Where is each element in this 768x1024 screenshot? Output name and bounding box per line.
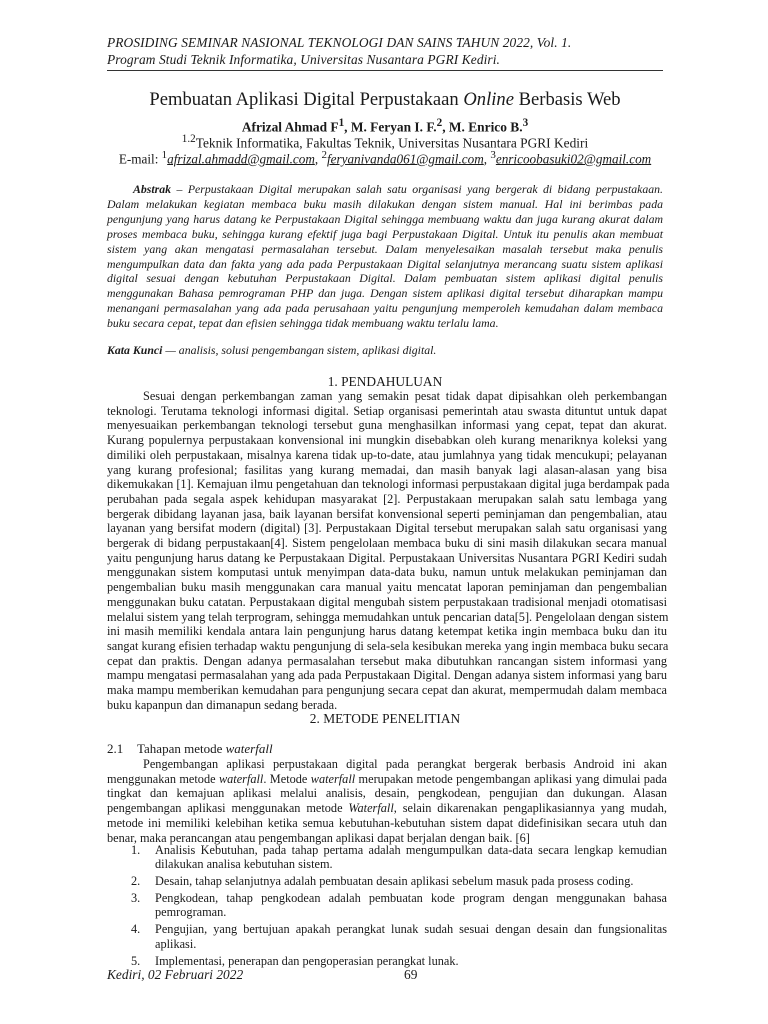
email-2-sup: 2 (321, 149, 327, 161)
subsection-italic: waterfall (225, 741, 273, 756)
paper-title (107, 89, 663, 111)
list-item-text: Desain, tahap selanjutnya adalah pembuatan desain aplikasi sebelum masuk pada prosess coding. (155, 874, 634, 889)
keywords-dash: — (162, 343, 179, 357)
email-link-2[interactable]: feryanivanda061@gmail.com (326, 151, 484, 167)
section-1-line: perubahan pada segala aspek kehidupan masyarakat [2]. Perpustakaan merupakan salah satu lembaga yang (107, 491, 667, 506)
email-sep-2: , (483, 151, 491, 167)
list-item-text: Pengujian, yang bertujuan apakah perangkat lunak sudah sesuai dengan desain dan fungsionalitas aplikasi. (155, 922, 667, 951)
italic-term: waterfall (310, 771, 356, 786)
section-1-line: layanan yang bersifat modern (digital) [3]. Perpustakaan Digital tersebut merupakan salah satu organisasi yang (107, 521, 667, 536)
list-item (131, 891, 667, 919)
waterfall-steps-list (131, 843, 667, 971)
section-1-line: pengembalian buku masih menggunakan cara manual yaitu mencatat laporan peminjaman dan pengembalian (107, 580, 667, 595)
text-run: benar, maka perancangan atau pengembangan aplikasi dapat berjalan dengan baik. [6] (107, 830, 530, 845)
section-1-line: buku kapanpun dan dimanapun sedang berada. (107, 697, 338, 712)
list-item-number: 5. (131, 953, 141, 968)
text-run: tingkat dan kemajuan aplikasi melalui analisis, desain, pengkodean, pengujian dan dukungan. Alasan (107, 786, 667, 801)
abstract-dash: – (171, 182, 188, 196)
section-1-heading: 1. PENDAHULUAN (327, 374, 443, 389)
section-1-line: dikemukakan [1]. Kemajuan ilmu pengetahuan dan teknologi informasi perpustakaan digital juga berdampak pada (107, 477, 670, 492)
list-item (131, 843, 667, 871)
section-1-line: maka mampu memberikan kemudahan para pengunjung secara cepat dan akurat, mempermudah dalam membaca (107, 683, 667, 698)
author-3-sup: 3 (522, 117, 529, 129)
section-2-line (107, 757, 667, 772)
section-1-line: mampu mengatasi permasalahan yang ada pada Perpustakaan Digital. Dengan adanya sistem informasi yang baru (107, 668, 667, 683)
header-divider (107, 70, 663, 71)
section-1-line: dimiliki oleh perpustakaan, misalnya karena tidak up-to-date, atau jumlahnya yang tidak mencukupi; pelayanan (107, 447, 667, 462)
text-run: pengembangan aplikasi menggunakan metode (107, 801, 349, 816)
section-1-line: ini masih memiliki kendala antara lain pengunjung harus datang ketempat ketika ingin membaca buku dan itu (107, 624, 667, 639)
title-italic: Online (463, 89, 514, 110)
title-part1: Pembuatan Aplikasi Digital Perpustakaan (149, 89, 464, 110)
section-2-paragraph (107, 757, 667, 845)
email-label: E-mail: (118, 151, 162, 167)
page-number: 69 (404, 967, 418, 982)
section-2-line (107, 816, 667, 831)
section-1-line: teknologi. Terutama teknologi informasi digital. Setiap organisasi pemerintah atau swasta dituntut untuk dapat (107, 403, 667, 418)
section-2-line (107, 801, 667, 816)
section-1-line: yaitu pengunjung harus datang ke Perpustakaan Digital. Perpustakaan Universitas Nusantara PGRI Kediri sudah (107, 550, 667, 565)
abstract-label: Abstrak (133, 182, 172, 196)
italic-term: waterfall (218, 771, 264, 786)
subsection-2-1-heading (107, 741, 273, 757)
text-run: metode ini memiliki kelebihan ketika semua kebutuhan-kebutuhan sistem dapat didefinisikan secara utuh dan (107, 815, 667, 830)
list-item (131, 922, 667, 950)
keywords (107, 343, 663, 358)
list-item-number: 1. (131, 843, 141, 857)
section-1-line: menggunakan sistem komputasi untuk menyimpan data-data buku, namun untuk melakukan peminjaman dan (107, 565, 667, 580)
section-1-line: menggunakan buku catatan. Perpustakaan digital mengubah sistem perpustakaan tradisional menjadi otomatisasi (107, 594, 667, 609)
section-1-line: cepat dan praktis. Dengan adanya permasalahan tersebut maka dibutuhkan rancangan sistem informasi yang (107, 653, 667, 668)
section-1-line: yang kurang profesional; fasilitas yang kurang memadai, dan masih banyak lagi alasan-alasan yang bisa (107, 462, 667, 477)
section-1-line: sangat kurang efisien terhadap waktu pengunjung di sela-sela kesibukan mereka yang ingin membaca buku secara (107, 638, 669, 653)
italic-term: Waterfall (348, 801, 394, 816)
author-2-sup: 2 (436, 117, 443, 129)
author-1: Afrizal Ahmad F (241, 119, 339, 135)
abstract-text: Perpustakaan Digital merupakan salah satu organisasi yang bergerak di bidang perpustakaan. Dalam melakukan kegiatan membaca buku masih dilakukan dengan sistem manual. Hal ini berimbas pada pengunjung yang harus datang ke Perpustakaan Digital sehingga membuang waktu dan juga kurang akurat dalam proses membaca buku, sehingga kurang efektif juga bagi Perpustakaan Digital. Untuk itu penulis akan membuat sistem yang akan mengatasi permasalahan tersebut. Dalam menyelesaikan masalah tersebut maka penulis mengumpulkan data dan fakta yang ada pada Perpustakaan Digital selanjutnya merancang suatu sistem aplikasi digital sesuai dengan kebutuhan Perpustakaan Digital. Dalam pembuatan sistem aplikasi digital penulis menggunakan Bahasa pemrograman PHP dan juga. Dengan sistem aplikasi digital tersebut diharapkan mampu menangani permasalahan yang ada pada perusahaan yaitu pengunjung memperoleh kemudahan dalam membaca buku secara cepat, tepat dan efisien sehingga tidak membuang waktu terlalu lama. (107, 182, 664, 331)
list-item-number: 3. (131, 891, 141, 906)
list-item-number: 2. (131, 874, 141, 889)
section-1-line: melalui sistem yang telah terprogram, sehingga memudahkan untuk pencarian data[5]. Pengelolaan dengan sistem (107, 609, 669, 624)
author-2: , M. Feryan I. F. (344, 119, 437, 135)
list-item-text: Implementasi, penerapan dan pengoperasian perangkat lunak. (155, 953, 459, 968)
subsection-number: 2.1 (107, 741, 124, 756)
email-sep-1: , (314, 151, 322, 167)
list-item (131, 954, 667, 968)
footer-place-date: Kediri, 02 Februari 2022 (107, 967, 244, 982)
section-1-line: Kurang populernya perpustakaan konvensional ini mungkin disebabkan oleh kurang menariknya koleksi yang (107, 433, 667, 448)
email-line (107, 149, 663, 167)
keywords-text: analisis, solusi pengembangan sistem, aplikasi digital. (178, 343, 437, 357)
section-1-line: Sesuai dengan perkembangan zaman yang semakin pesat tidak dapat dipisahkan oleh perkembangan (143, 389, 667, 403)
section-1-line: bergerak dibidang layanan jasa, baik layanan bersifat konvensional seperti peminjaman dan pengembalian, atau (107, 506, 667, 521)
author-3: , M. Enrico B. (442, 119, 523, 135)
section-1-line: menyesuaikan perkembangan teknologi tersebut guna menghasilkan informasi yang cepat, tepat dan akurat. (107, 418, 667, 433)
author-1-sup: 1 (338, 117, 345, 129)
section-2-line (107, 772, 667, 787)
proceedings-header-line2: Program Studi Teknik Informatika, Universitas Nusantara PGRI Kediri. (107, 52, 501, 67)
section-1-line: bergerak di bidang perpustakaan[4]. Sistem pengelolaan membaca buku di sini masih dilakukan secara manual (107, 536, 667, 551)
text-run: . Metode (263, 771, 311, 786)
email-1-sup: 1 (161, 149, 168, 161)
text-run: , selain dikarenakan pengaplikasiannya yang mudah, (393, 801, 668, 816)
list-item-number: 4. (131, 922, 141, 937)
list-item (131, 874, 667, 888)
keywords-label: Kata Kunci (107, 343, 163, 357)
section-2-heading: 2. METODE PENELITIAN (309, 711, 461, 726)
text-run: merupakan metode pengembangan aplikasi yang dimulai pada (355, 771, 667, 786)
email-link-1[interactable]: afrizal.ahmadd@gmail.com (167, 151, 315, 167)
email-3-sup: 3 (490, 149, 496, 161)
affiliation-sup: 1.2 (181, 133, 196, 145)
list-item-text: Analisis Kebutuhan, pada tahap pertama adalah mengumpulkan data-data secara lengkap kemudian dilakukan analisa kebutuhan sistem. (155, 843, 667, 872)
email-link-3[interactable]: enricoobasuki02@gmail.com (495, 151, 652, 167)
section-1-body (107, 389, 670, 712)
title-part2: Berbasis Web (513, 89, 621, 110)
abstract-paragraph (107, 182, 663, 331)
list-item-text: Pengkodean, tahap pengkodean adalah pembuatan kode program dengan menggunakan bahasa pemrograman. (155, 891, 667, 920)
affiliation-text: Teknik Informatika, Fakultas Teknik, Universitas Nusantara PGRI Kediri (195, 135, 589, 151)
section-2-line (107, 786, 667, 801)
text-run: menggunakan metode (107, 771, 219, 786)
subsection-text: Tahapan metode (137, 741, 226, 756)
text-run: Pengembangan aplikasi perpustakaan digital pada perangkat bergerak berbasis Android ini akan (143, 757, 667, 771)
proceedings-header-line1: PROSIDING SEMINAR NASIONAL TEKNOLOGI DAN SAINS TAHUN 2022, Vol. 1. (107, 35, 572, 50)
